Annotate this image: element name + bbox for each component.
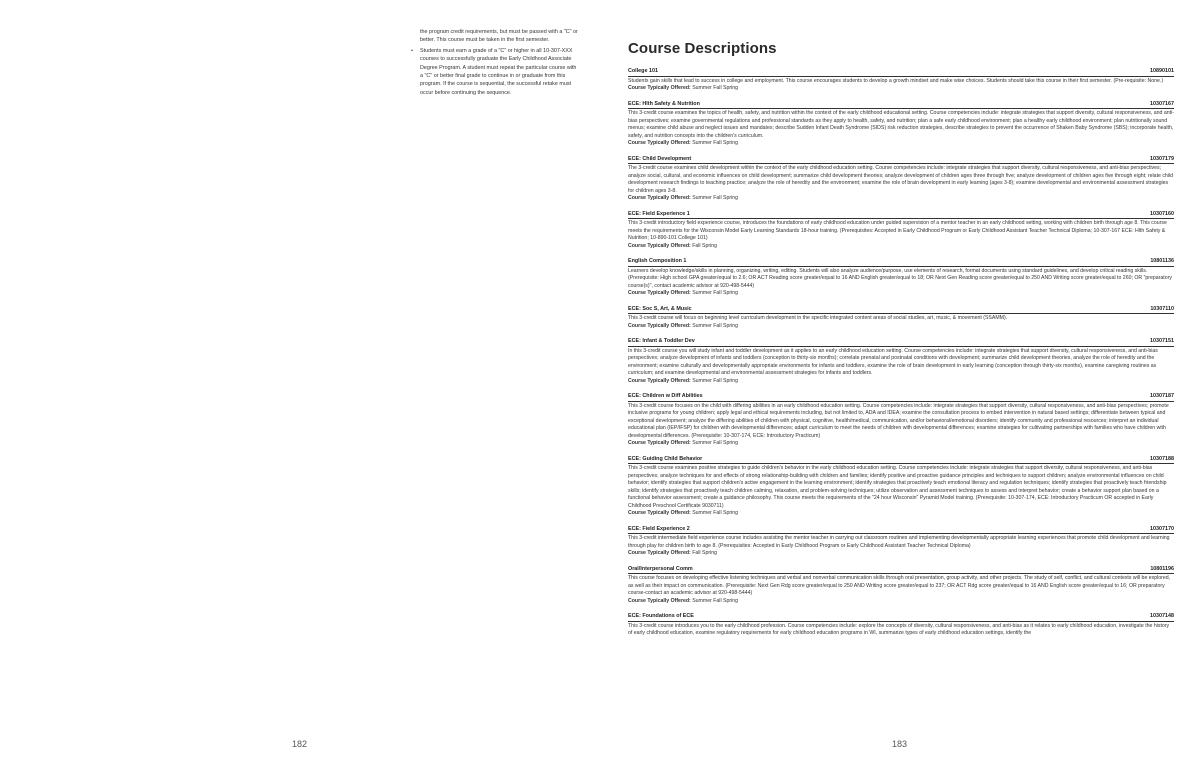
course-description: This 3-credit course examines positive strategies to guide children's behavior in the early childhood education setting. Course competencies include: integrate strategies that support diversity, cultural responsiveness, and anti-bias perspectives; analyze techniques for and effects of strong relationship-building with children and families; identify positive and proactive guidance principles and techniques to support children; analyze environmental influences on child behavior; identify strategies that support children's active engagement in the learning environment; identify strategies that proactively teach emotional literacy and regulation techniques; identify strategies that proactively teach friendship skills; identify strategies that proactively teach children calming, relaxation, and problem-solving techniques; utilize observation and assessment techniques to assess and interpret behavior; create a behavior support plan based on a functional behavior assessment; create a guidance philosophy. This course meets the requirements of the "24 hour Wisconsin" Pyramid Model training. (Prerequisite: 10-307-174, ECE: Introductory Practicum OR accepted in Early Childhood Preschool Certificate 9030711) — [628, 465, 1167, 509]
course-offered — [628, 290, 1174, 298]
course-description: Learners develop knowledge/skills in planning, organizing, writing, editing. Students will also analyze audience/purpose, use elements of research, format documents using standard guidelines, and develop critical reading skills. (Prerequisite: High school GPA greater/equal to 2.6; OR ACT Reading score greater/equal to 16 AND English greater/equal to 18; OR Next Gen Reading score greater/equal to 250 AND Writing score greater/equal to 260; OR "preparatory course(s)", contact academic advisor at 920-498-5444) — [628, 267, 1172, 289]
course-offered-terms: Summer Fall Spring — [692, 377, 739, 384]
course-header — [628, 156, 1174, 165]
course-name: ECE: Guiding Child Behavior — [628, 455, 703, 462]
course-description: Students gain skills that lead to success in college and employment. This course encourages students to develop a growth mindset and make wise choices. Students should take this course in their first semester. (Pre-requisite: None.) — [628, 77, 1164, 84]
course-entry — [628, 393, 1174, 448]
course-name: College 101 — [628, 68, 658, 74]
left-page-text — [411, 28, 580, 97]
course-description: This 3-credit course examines the topics of health, safety, and nutrition within the context of the early childhood educational setting. Course competencies include: integrate strategies that support diversity, cultural responsiveness, and anti-bias perspectives; examine governmental regulations and professional standards as they apply to health, safety, and nutrition; plan a safe early childhood environment; plan a healthy early childhood environment; plan nutritionally sound menus; examine child abuse and neglect issues and mandates; describe Sudden Infant Death Syndrome (SIDS) risk reduction strategies, describe strategies to prevent the occurrence of Shaken Baby Syndrome (SBS); incorporate health, safety, and nutrition concepts into the children's curriculum. — [628, 110, 1174, 139]
course-description: This 3-credit course focuses on the child with differing abilities in an early childhood education setting. Course competencies include: integrate strategies that support diversity, cultural responsiveness, and anti-bias perspectives; promote inclusive programs for young children; apply legal and ethical requirements including, but not limited to, ADA and IDEA; examine the consultation process to embed intervention in natural based settings; differentiate between typical and exceptional development; analyze the differing abilities of children with physical, cognitive, health/medical, communication, and/or behavioral/emotional disorders; identify community and professional resources; interpret an individual educational plan (IEP/IFSP) for children with developmental differences; adapt curriculum to meet the needs of children with developmental differences; examine strategies for cultivating partnerships with families who have children with developmental differences. (Prerequisite: 10-307-174, ECE: Introductory Practicum) — [628, 402, 1169, 439]
course-name: Oral/Interpersonal Comm — [628, 565, 693, 572]
course-offered-label: Course Typically Offered: — [628, 195, 691, 201]
course-header — [628, 393, 1174, 402]
course-code: 10307167 — [1150, 100, 1174, 107]
requirements-list — [411, 47, 580, 97]
course-name: ECE: Field Experience 2 — [628, 525, 690, 532]
course-offered-terms: Summer Fall Spring — [692, 440, 739, 446]
course-header — [628, 456, 1174, 465]
course-description: In this 3-credit course you will study infant and toddler development as it applies to an early childhood education setting. Course competencies include: integrate strategies that support diversity, cultural responsiveness, and anti-bias perspectives; analyze development of infants and toddlers (conception to thirty-six months); correlate prenatal and postnatal conditions with development; summarize child development theories, analyze the role of heredity and the environment; examine culturally and developmentally appropriate environments for infants and toddlers, examine the role of brain development in early learning (conception through thirty-six months), examine caregiving routines as curriculum; and examine developmental and environmental assessment strategies for infants and toddlers. — [628, 347, 1158, 376]
course-offered-label: Course Typically Offered: — [628, 322, 691, 329]
course-name: ECE: Infant & Toddler Dev — [628, 338, 695, 344]
course-offered-terms: Summer Fall Spring — [692, 290, 739, 296]
intro-paragraph: the program credit requirements, but must be passed with a "C" or better. This course must be taken in the first semester. — [420, 29, 578, 44]
course-description: This 3-credit course will focus on beginning level curriculum development in the specific integrated content areas of social studies, art, music, & movement (SSAMM). — [628, 315, 1008, 321]
course-offered-terms: Summer Fall Spring — [692, 510, 739, 516]
course-offered-label: Course Typically Offered: — [628, 377, 691, 384]
right-page — [600, 0, 1200, 776]
course-entry — [628, 258, 1174, 298]
course-code: 10307187 — [1150, 393, 1174, 399]
course-code: 10307170 — [1150, 525, 1174, 532]
course-offered-terms: Summer Fall Spring — [692, 140, 739, 146]
course-header — [628, 101, 1174, 110]
course-offered-terms: Summer Fall Spring — [692, 597, 739, 604]
course-offered-terms: Summer Fall Spring — [692, 322, 739, 329]
course-offered — [628, 510, 1174, 518]
list-item-text: Students must earn a grade of a "C" or higher in all 10-307-XXX courses to successfully graduate the Early Childhood Associate Degree Program. A student must repeat the particular course with a "C" or better final grade to continue in or graduate from this program. If the course is sequential, the successful retake must occur before continuing the sequence. — [420, 47, 577, 96]
course-name: ECE: Child Development — [628, 155, 692, 162]
course-name: ECE: Field Experience 1 — [628, 210, 690, 217]
course-code: 10307179 — [1150, 155, 1174, 162]
course-entry — [628, 566, 1174, 606]
course-entry — [628, 211, 1174, 251]
course-code: 10307110 — [1150, 305, 1174, 312]
course-entry — [628, 101, 1174, 148]
course-header — [628, 526, 1174, 535]
course-entry — [628, 526, 1174, 558]
course-offered-label: Course Typically Offered: — [628, 290, 691, 296]
course-offered-label: Course Typically Offered: — [628, 550, 691, 556]
course-offered-terms: Summer Fall Spring — [692, 195, 739, 201]
course-description: This 3-credit introductory field experience course, introduces the foundations of early childhood education under guided supervision of a mentor teacher in an early childhood setting, working with children birth through age 8. This course meets the requirements for the Wisconsin Model Early Learning Standards 18-hour training. (Prerequisites: Accepted in Early Childhood Program or Early Childhood Assistant Teacher Technical Diploma; 10-307-167 ECE: Hlth Safety & Nutrition; 10-890-101 College 101) — [628, 220, 1167, 241]
page-title: Course Descriptions — [628, 40, 777, 57]
course-description: This 3-credit course introduces you to the early childhood profession. Course competencies include: explore the concepts of diversity, cultural responsiveness, and anti-bias as it relates to early childhood education, investigate the history of early childhood education, examine regulatory requirements for early childhood education programs in WI, summarize types of early childhood education settings, identify the — [628, 622, 1170, 636]
course-header — [628, 566, 1174, 575]
course-offered-label: Course Typically Offered: — [628, 140, 691, 146]
course-header — [628, 306, 1174, 315]
bullet-icon: • — [411, 47, 413, 54]
course-header — [628, 68, 1174, 77]
course-code: 10890101 — [1150, 68, 1174, 74]
course-entry — [628, 306, 1174, 331]
course-code: 10801136 — [1150, 258, 1174, 264]
course-offered — [628, 378, 1174, 386]
course-offered — [628, 550, 1174, 558]
course-offered-terms: Fall Spring — [692, 550, 717, 556]
course-entry — [628, 456, 1174, 518]
course-name: ECE: Children w Diff Abilities — [628, 393, 703, 399]
course-name: ECE: Soc S, Art, & Music — [628, 305, 692, 312]
course-entry — [628, 338, 1174, 385]
course-entry — [628, 613, 1174, 638]
course-entry — [628, 68, 1174, 93]
course-code: 10801196 — [1150, 565, 1174, 572]
course-offered — [628, 440, 1174, 448]
course-offered-label: Course Typically Offered: — [628, 242, 691, 249]
course-offered-label: Course Typically Offered: — [628, 85, 691, 91]
course-entry — [628, 156, 1174, 203]
course-description: This 3-credit intermediate field experience course includes assisting the mentor teacher in carrying out classroom routines and implementing developmentally appropriate learning experiences that promote child development and learning through play for children birth to age 8. (Prerequisites: Accepted in Early Childhood Program or Early Childhood Assistant Teacher Technical Diploma) — [628, 535, 1170, 549]
course-offered-terms: Summer Fall Spring — [692, 85, 739, 91]
list-item — [411, 47, 580, 97]
course-header — [628, 258, 1174, 267]
course-header — [628, 211, 1174, 220]
course-code: 10307160 — [1150, 210, 1174, 217]
course-offered-terms: Fall Spring — [692, 242, 717, 249]
course-code: 10307188 — [1150, 455, 1174, 462]
course-list — [628, 68, 1174, 646]
course-offered — [628, 323, 1174, 331]
course-name: English Composition 1 — [628, 258, 687, 264]
course-name: ECE: Hlth Safety & Nutrition — [628, 100, 700, 107]
course-offered — [628, 195, 1174, 203]
course-offered-label: Course Typically Offered: — [628, 510, 691, 516]
course-offered-label: Course Typically Offered: — [628, 440, 691, 446]
course-offered-label: Course Typically Offered: — [628, 597, 691, 604]
page-number-right: 183 — [892, 739, 908, 749]
course-description: The 3-credit course examines child development within the context of the early childhood education setting. Course competencies include: integrate strategies that support diversity, cultural responsiveness, and anti-bias perspectives; analyze social, cultural, and economic influences on child development; summarize child development theories; analyze development of children ages three through five; analyze development of children ages five through eight; relate child development research findings to teaching practice; analyze the role of heredity and the environment; examine the role of brain development in early learning (ages 3-8); examine developmental and environmental assessment strategies for children ages 3-8. — [628, 165, 1174, 194]
course-code: 10307151 — [1150, 338, 1174, 344]
course-offered — [628, 85, 1174, 93]
page-number-left: 182 — [292, 739, 308, 749]
course-offered — [628, 598, 1174, 606]
course-header — [628, 613, 1174, 622]
course-code: 10307148 — [1150, 613, 1174, 619]
course-offered — [628, 243, 1174, 251]
course-name: ECE: Foundations of ECE — [628, 613, 694, 619]
course-header — [628, 338, 1174, 347]
course-description: This course focuses on developing effective listening techniques and verbal and nonverbal communication skills through oral presentation, group activity, and other projects. The study of self, conflict, and cultural contexts will be explored, as well as their impact on communication. (Prerequisite: Next Gen Rdg score greater/equal to 250 AND Writing score greater/equal to 237; OR ACT Rdg score greater/equal to 16 AND English score greater/equal to 16; OR preparatory course-contact an academic advisor at 920-498-5444) — [628, 575, 1171, 596]
course-offered — [628, 140, 1174, 148]
